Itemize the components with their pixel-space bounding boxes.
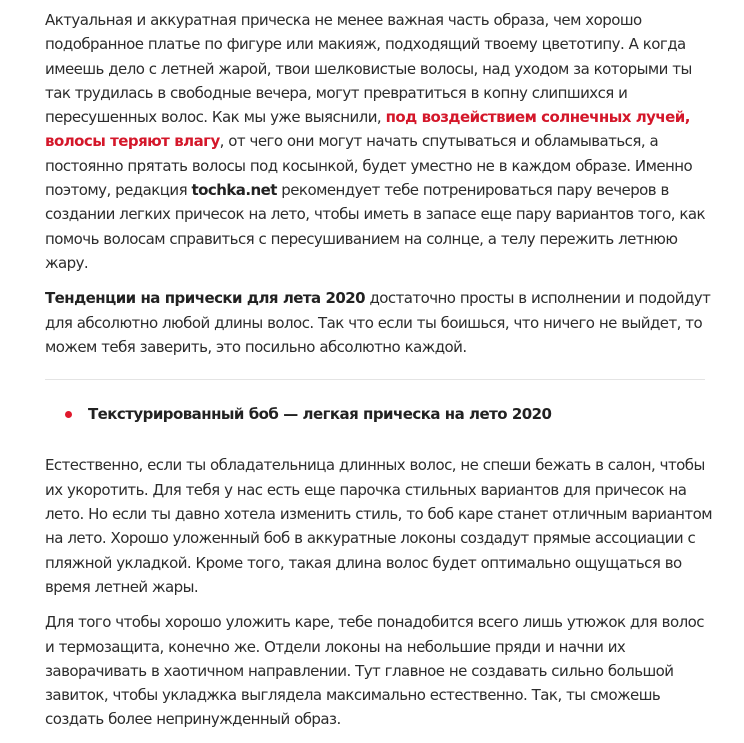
styling-paragraph: Для того чтобы хорошо уложить каре, тебе понадобится всего лишь утюжок для волос и термозащита, конечно же. Отдели локоны на небольшие пряди и начни их заворачивать в хаотичном направлении. Тут главное не создавать сильно большой завиток, чтобы укладжка выглядела максимально естественно. Так, ты сможешь создать более непринужденный образ. bbox=[45, 613, 704, 729]
brand-name: tochka.net bbox=[191, 181, 277, 200]
section-divider bbox=[45, 379, 705, 380]
trends-bold-text: Тенденции на прически для лета 2020 bbox=[45, 289, 366, 308]
bob-paragraph: Естественно, если ты обладательница длинных волос, не спеши бежать в салон, чтобы их укоротить. Для тебя у нас есть еще парочка стильных вариантов для причесок на лето. Но если ты давно хотела изменить стиль, то боб каре станет отличным вариантом на лето. Хорошо уложенный боб в аккуратные локоны создадут прямые ассоциации с пляжной укладкой. Кроме того, такая длина волос будет оптимально ощущаться во время летней жары. bbox=[45, 456, 712, 596]
intro-text-2: , от чего они могут начать спутываться и обламываться, а постоянно прятать волосы под косынкой, будет уместно не в каждом образе. Именно поэтому, редакция bbox=[45, 132, 693, 200]
bullet-icon bbox=[65, 411, 72, 418]
trends-paragraph bbox=[45, 286, 713, 359]
section-heading bbox=[45, 402, 713, 426]
trends-text: достаточно просты в исполнении и подойдут для абсолютно любой длины волос. Так что если ты боишься, что ничего не выйдет, то можем тебя заверить, это посильно абсолютно каждой. bbox=[45, 289, 711, 356]
section-heading-text: Текстурированный боб — легкая прическа на лето 2020 bbox=[88, 405, 552, 424]
moisture-loss-link[interactable]: под воздействием солнечных лучей, волосы теряют влагу bbox=[45, 108, 690, 151]
intro-paragraph bbox=[45, 8, 713, 275]
intro-text-1: Актуальная и аккуратная прическа не менее важная часть образа, чем хорошо подобранное платье по фигуре или макияж, подходящий твоему цветотипу. А когда имеешь дело с летней жарой, твои шелковистые волосы, над уходом за которыми ты так трудилась в свободные вечера, могут превратиться в копну слипшихся и пересушенных волос. Как мы уже выяснили, bbox=[45, 11, 692, 127]
article-body bbox=[45, 8, 713, 743]
intro-text-3: рекомендует тебе потренироваться пару вечеров в создании легких причесок на лето, чтобы иметь в запасе еще пару вариантов того, как помочь волосам справиться с пересушиванием на солнце, а телу пережить летнюю жару. bbox=[45, 181, 706, 272]
